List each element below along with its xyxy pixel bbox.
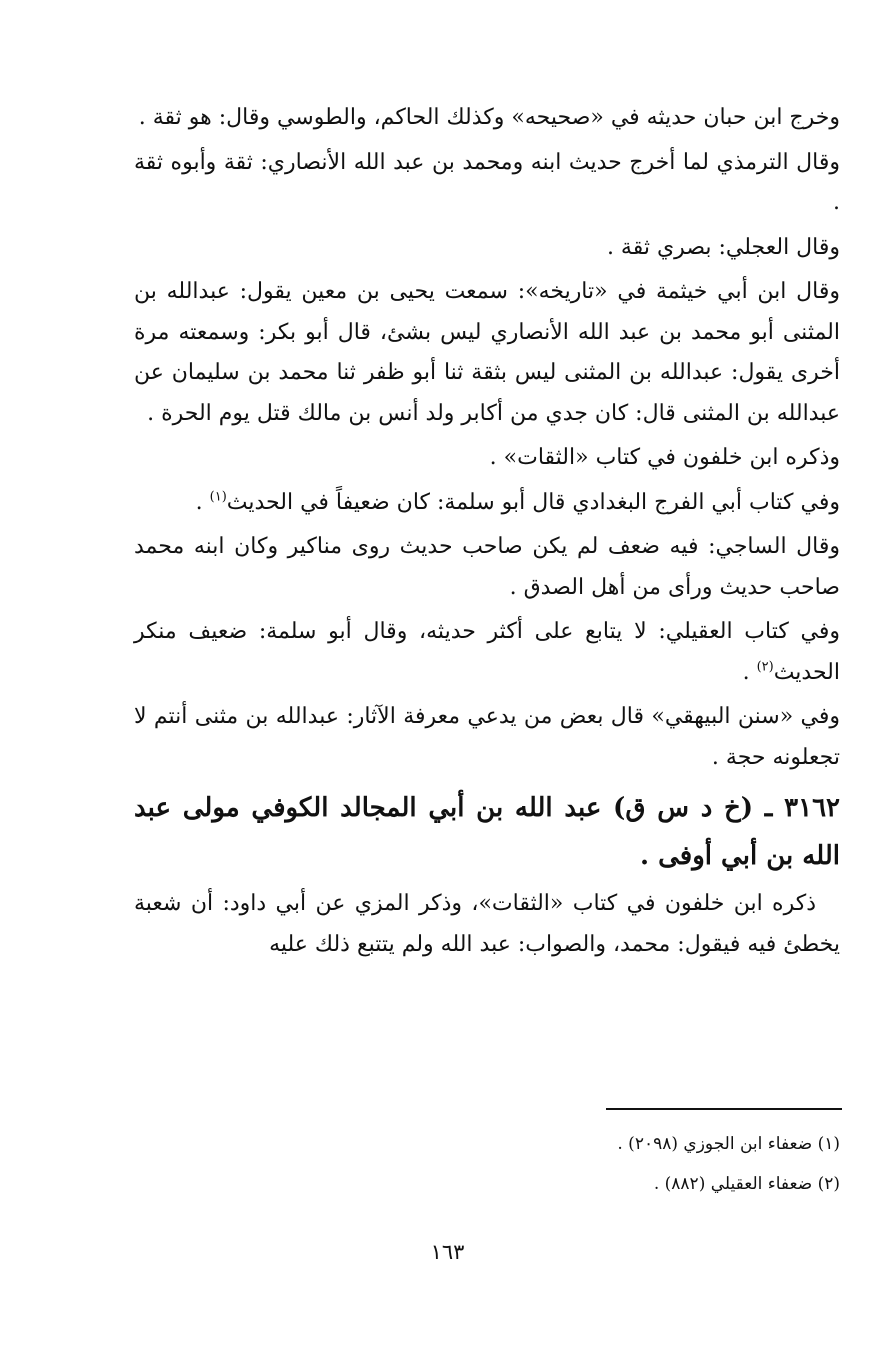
main-text	[134, 98, 840, 969]
page-number: ١٦٣	[430, 1240, 465, 1264]
footnote-ref-2: (٢)	[756, 659, 774, 675]
paragraph-ibn-abi-khaythama: وقال ابن أبي خيثمة في «تاريخه»: سمعت يحيى بن معين يقول: عبدالله بن المثنى أبو محمد بن عبد الله الأنصاري ليس بشئ، قال أبو بكر: وسمعته مرة أخرى يقول: عبدالله بن المثنى ليس بثقة ثنا أبو ظفر ثنا محمد بن سليمان عن عبدالله بن المثنى قال: كان جدي من أكابر ولد أنس بن مالك قتل يوم الحرة .	[134, 279, 840, 426]
paragraph-ijli: وقال العجلي: بصري ثقة .	[606, 234, 840, 260]
paragraph-ibn-hibban: وخرج ابن حبان حديثه في «صحيحه» وكذلك الحاكم، والطوسي وقال: هو ثقة .	[138, 105, 840, 130]
footnotes	[134, 1124, 840, 1204]
footnote-2: (٢) ضعفاء العقيلي (٨٨٢) .	[653, 1174, 840, 1194]
paragraph-abu-al-faraj	[134, 483, 840, 524]
paragraph-abu-al-faraj-end: .	[195, 489, 210, 515]
entry-heading: ٣١٦٢ ـ (خ د س ق) عبد الله بن أبي المجالد الكوفي مولى عبد الله بن أبي أوفى .	[134, 793, 840, 871]
footnote-ref-1: (١)	[209, 489, 227, 505]
footnote-1: (١) ضعفاء ابن الجوزي (٢٠٩٨) .	[617, 1134, 840, 1154]
paragraph-uqayli	[134, 612, 840, 693]
paragraph-abu-al-faraj-text: وفي كتاب أبي الفرج البغدادي قال أبو سلمة: كان ضعيفاً في الحديث	[226, 489, 840, 515]
paragraph-bayhaqi: وفي «سنن البيهقي» قال بعض من يدعي معرفة الآثار: عبدالله بن مثنى أنتم لا تجعلونه حجة .	[134, 704, 840, 770]
paragraph-uqayli-text: وفي كتاب العقيلي: لا يتابع على أكثر حديثه، وقال أبو سلمة: ضعيف منكر الحديث	[134, 619, 840, 685]
paragraph-tirmidhi: وقال الترمذي لما أخرج حديث ابنه ومحمد بن عبد الله الأنصاري: ثقة وأبوه ثقة .	[134, 149, 840, 215]
paragraph-uqayli-end: .	[742, 659, 757, 685]
footnote-divider	[606, 1108, 842, 1110]
paragraph-saji: وقال الساجي: فيه ضعف لم يكن صاحب حديث روى مناكير وكان ابنه محمد صاحب حديث ورأى من أهل الصدق .	[134, 534, 840, 600]
paragraph-ibn-khalfun: وذكره ابن خلفون في كتاب «الثقات» .	[489, 445, 840, 470]
entry-body: ذكره ابن خلفون في كتاب «الثقات»، وذكر المزي عن أبي داود: أن شعبة يخطئ فيه فيقول: محمد، والصواب: عبد الله ولم يتتبع ذلك عليه	[134, 891, 840, 957]
